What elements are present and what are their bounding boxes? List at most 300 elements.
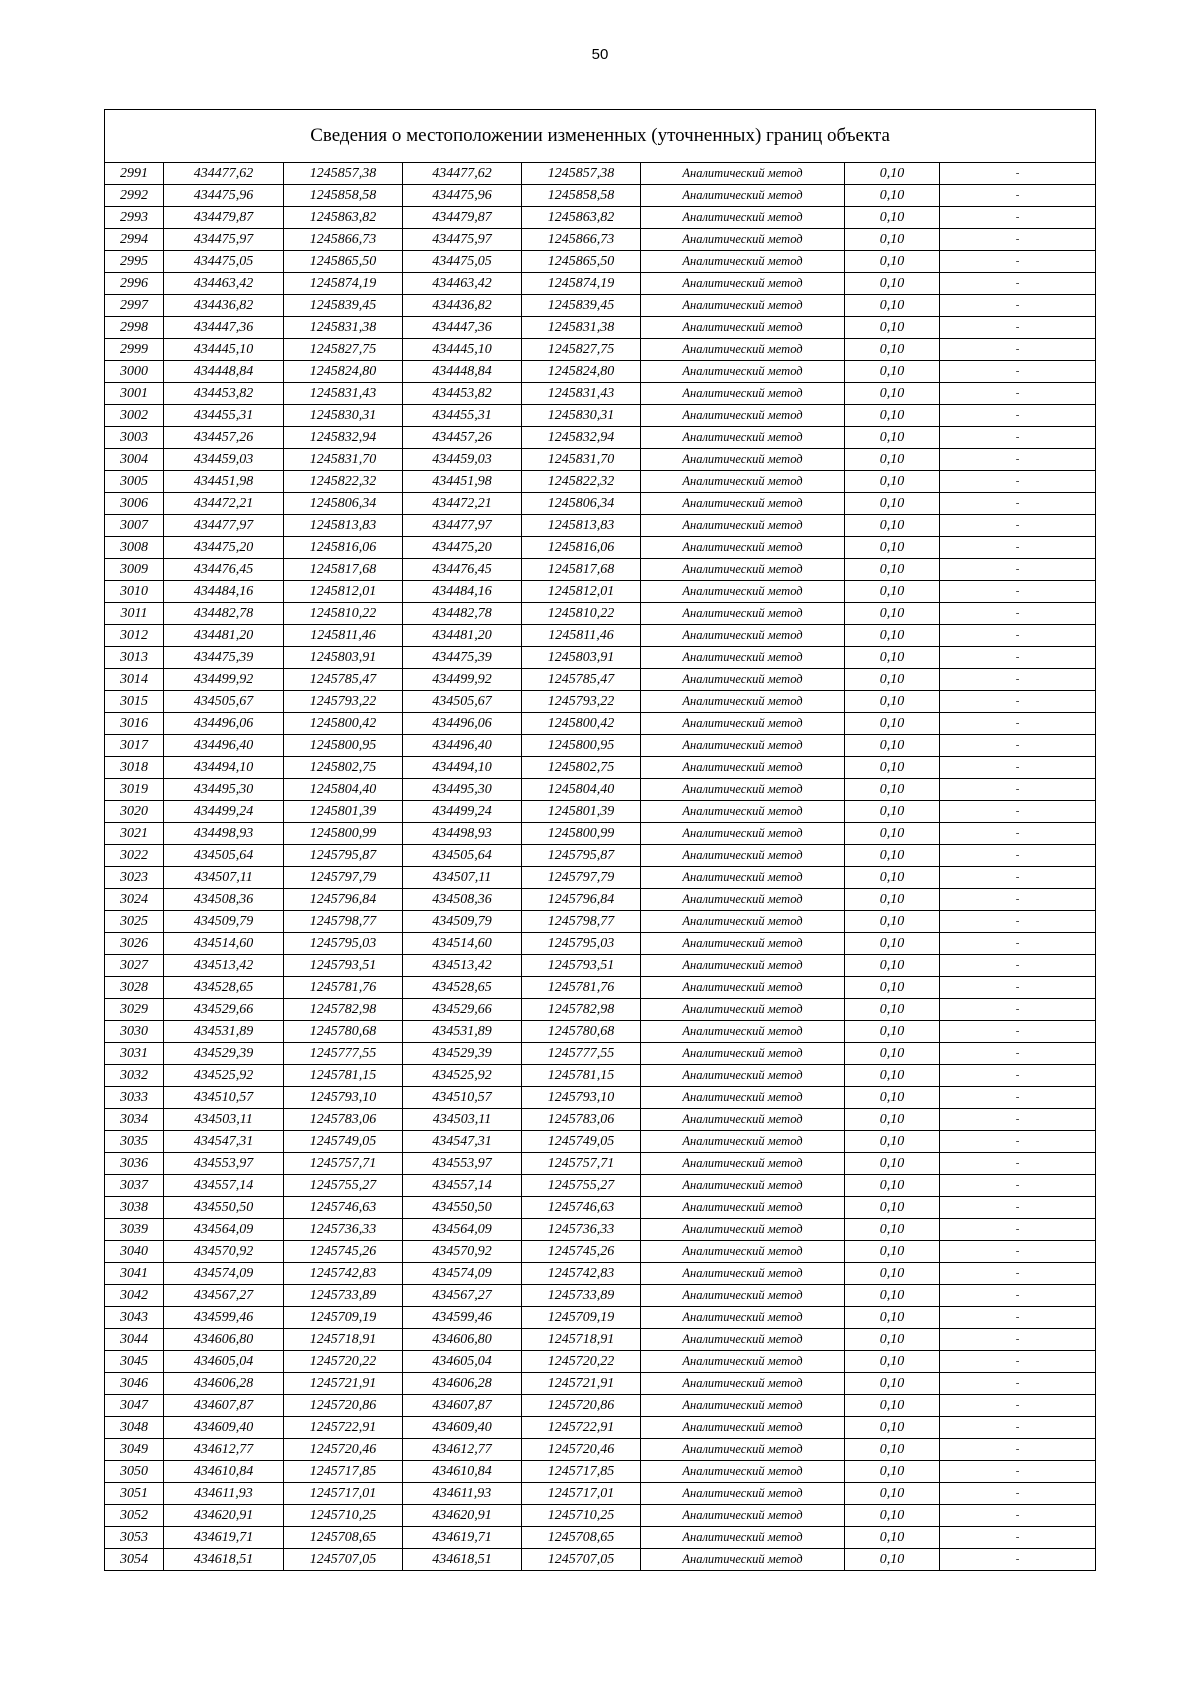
cell-description: - [940,1241,1096,1263]
cell-description: - [940,383,1096,405]
cell-x-new: 434619,71 [403,1527,522,1549]
cell-description: - [940,1505,1096,1527]
cell-x-new: 434547,31 [403,1131,522,1153]
cell-y-existing: 1245721,91 [284,1373,403,1395]
cell-point-number: 3049 [105,1439,164,1461]
cell-description: - [940,801,1096,823]
cell-x-existing: 434477,97 [164,515,284,537]
cell-x-existing: 434499,92 [164,669,284,691]
cell-method: Аналитический метод [641,933,845,955]
cell-point-number: 3034 [105,1109,164,1131]
cell-x-existing: 434447,36 [164,317,284,339]
cell-x-existing: 434531,89 [164,1021,284,1043]
cell-x-existing: 434607,87 [164,1395,284,1417]
table-row [105,955,1096,977]
cell-point-number: 3030 [105,1021,164,1043]
cell-point-number: 2996 [105,273,164,295]
cell-y-existing: 1245795,03 [284,933,403,955]
cell-description: - [940,273,1096,295]
cell-accuracy: 0,10 [845,471,940,493]
cell-x-existing: 434606,28 [164,1373,284,1395]
cell-x-existing: 434513,42 [164,955,284,977]
cell-accuracy: 0,10 [845,1153,940,1175]
table-row [105,405,1096,427]
cell-y-new: 1245710,25 [522,1505,641,1527]
cell-method: Аналитический метод [641,1197,845,1219]
cell-accuracy: 0,10 [845,427,940,449]
cell-method: Аналитический метод [641,735,845,757]
cell-point-number: 3047 [105,1395,164,1417]
cell-method: Аналитический метод [641,383,845,405]
cell-accuracy: 0,10 [845,361,940,383]
cell-x-existing: 434509,79 [164,911,284,933]
cell-method: Аналитический метод [641,273,845,295]
cell-y-new: 1245733,89 [522,1285,641,1307]
cell-description: - [940,559,1096,581]
cell-description: - [940,1329,1096,1351]
cell-x-existing: 434618,51 [164,1549,284,1571]
cell-accuracy: 0,10 [845,383,940,405]
cell-point-number: 3027 [105,955,164,977]
cell-method: Аналитический метод [641,1087,845,1109]
cell-x-new: 434531,89 [403,1021,522,1043]
cell-y-existing: 1245824,80 [284,361,403,383]
cell-description: - [940,537,1096,559]
cell-y-existing: 1245755,27 [284,1175,403,1197]
cell-description: - [940,1527,1096,1549]
cell-method: Аналитический метод [641,515,845,537]
cell-accuracy: 0,10 [845,515,940,537]
cell-point-number: 3020 [105,801,164,823]
cell-accuracy: 0,10 [845,405,940,427]
cell-method: Аналитический метод [641,163,845,185]
table-row [105,1417,1096,1439]
cell-x-new: 434529,66 [403,999,522,1021]
cell-y-existing: 1245757,71 [284,1153,403,1175]
cell-y-existing: 1245746,63 [284,1197,403,1219]
table-row [105,1461,1096,1483]
cell-y-existing: 1245813,83 [284,515,403,537]
cell-accuracy: 0,10 [845,1307,940,1329]
cell-method: Аналитический метод [641,801,845,823]
cell-method: Аналитический метод [641,867,845,889]
cell-description: - [940,889,1096,911]
cell-x-new: 434609,40 [403,1417,522,1439]
cell-x-existing: 434528,65 [164,977,284,999]
table-row [105,713,1096,735]
cell-method: Аналитический метод [641,1065,845,1087]
cell-method: Аналитический метод [641,471,845,493]
cell-x-new: 434618,51 [403,1549,522,1571]
cell-accuracy: 0,10 [845,911,940,933]
cell-x-new: 434620,91 [403,1505,522,1527]
cell-description: - [940,449,1096,471]
cell-method: Аналитический метод [641,1219,845,1241]
cell-y-new: 1245824,80 [522,361,641,383]
cell-y-new: 1245797,79 [522,867,641,889]
cell-point-number: 3036 [105,1153,164,1175]
cell-x-new: 434447,36 [403,317,522,339]
table-row [105,1175,1096,1197]
table-row [105,977,1096,999]
cell-x-new: 434479,87 [403,207,522,229]
cell-x-existing: 434475,05 [164,251,284,273]
cell-method: Аналитический метод [641,1021,845,1043]
cell-x-existing: 434475,39 [164,647,284,669]
cell-y-existing: 1245832,94 [284,427,403,449]
cell-point-number: 2995 [105,251,164,273]
cell-x-new: 434509,79 [403,911,522,933]
cell-point-number: 3045 [105,1351,164,1373]
cell-method: Аналитический метод [641,405,845,427]
cell-description: - [940,229,1096,251]
cell-description: - [940,823,1096,845]
cell-x-existing: 434451,98 [164,471,284,493]
cell-x-new: 434475,20 [403,537,522,559]
table-row [105,669,1096,691]
cell-y-new: 1245804,40 [522,779,641,801]
cell-x-existing: 434609,40 [164,1417,284,1439]
cell-x-new: 434475,05 [403,251,522,273]
cell-point-number: 3014 [105,669,164,691]
cell-y-existing: 1245793,51 [284,955,403,977]
cell-x-existing: 434475,96 [164,185,284,207]
cell-y-new: 1245812,01 [522,581,641,603]
cell-y-new: 1245817,68 [522,559,641,581]
cell-x-existing: 434484,16 [164,581,284,603]
cell-point-number: 3004 [105,449,164,471]
cell-y-existing: 1245736,33 [284,1219,403,1241]
cell-method: Аналитический метод [641,1439,845,1461]
table-row [105,581,1096,603]
cell-point-number: 3024 [105,889,164,911]
cell-point-number: 3031 [105,1043,164,1065]
cell-method: Аналитический метод [641,1109,845,1131]
cell-accuracy: 0,10 [845,317,940,339]
cell-accuracy: 0,10 [845,1131,940,1153]
cell-point-number: 3033 [105,1087,164,1109]
cell-method: Аналитический метод [641,427,845,449]
cell-point-number: 3011 [105,603,164,625]
cell-y-existing: 1245793,10 [284,1087,403,1109]
cell-y-new: 1245709,19 [522,1307,641,1329]
cell-y-existing: 1245720,86 [284,1395,403,1417]
cell-point-number: 3012 [105,625,164,647]
cell-description: - [940,625,1096,647]
cell-point-number: 3050 [105,1461,164,1483]
cell-description: - [940,867,1096,889]
cell-description: - [940,251,1096,273]
table-row [105,933,1096,955]
cell-y-existing: 1245720,22 [284,1351,403,1373]
cell-y-new: 1245806,34 [522,493,641,515]
cell-y-new: 1245755,27 [522,1175,641,1197]
cell-description: - [940,1483,1096,1505]
cell-y-new: 1245796,84 [522,889,641,911]
cell-x-new: 434570,92 [403,1241,522,1263]
cell-y-existing: 1245717,01 [284,1483,403,1505]
cell-point-number: 3007 [105,515,164,537]
cell-method: Аналитический метод [641,229,845,251]
cell-x-existing: 434481,20 [164,625,284,647]
cell-accuracy: 0,10 [845,1351,940,1373]
cell-x-new: 434507,11 [403,867,522,889]
cell-accuracy: 0,10 [845,1021,940,1043]
cell-y-new: 1245777,55 [522,1043,641,1065]
cell-x-new: 434567,27 [403,1285,522,1307]
cell-y-existing: 1245733,89 [284,1285,403,1307]
cell-point-number: 3043 [105,1307,164,1329]
cell-point-number: 3046 [105,1373,164,1395]
table-row [105,735,1096,757]
cell-x-new: 434451,98 [403,471,522,493]
cell-x-new: 434599,46 [403,1307,522,1329]
cell-accuracy: 0,10 [845,295,940,317]
cell-y-new: 1245781,76 [522,977,641,999]
cell-description: - [940,713,1096,735]
cell-description: - [940,1175,1096,1197]
cell-y-new: 1245717,85 [522,1461,641,1483]
cell-y-new: 1245865,50 [522,251,641,273]
cell-y-new: 1245745,26 [522,1241,641,1263]
cell-x-new: 434513,42 [403,955,522,977]
cell-accuracy: 0,10 [845,537,940,559]
cell-y-existing: 1245796,84 [284,889,403,911]
cell-method: Аналитический метод [641,603,845,625]
cell-x-new: 434498,93 [403,823,522,845]
cell-x-existing: 434529,39 [164,1043,284,1065]
cell-x-new: 434610,84 [403,1461,522,1483]
cell-method: Аналитический метод [641,1307,845,1329]
table-row [105,1197,1096,1219]
cell-accuracy: 0,10 [845,823,940,845]
cell-x-existing: 434498,93 [164,823,284,845]
cell-y-new: 1245839,45 [522,295,641,317]
cell-accuracy: 0,10 [845,735,940,757]
cell-y-existing: 1245722,91 [284,1417,403,1439]
cell-y-new: 1245795,03 [522,933,641,955]
cell-x-existing: 434606,80 [164,1329,284,1351]
table-row [105,911,1096,933]
cell-x-new: 434499,24 [403,801,522,823]
cell-y-new: 1245720,22 [522,1351,641,1373]
cell-accuracy: 0,10 [845,845,940,867]
cell-description: - [940,1461,1096,1483]
cell-point-number: 3018 [105,757,164,779]
cell-y-new: 1245795,87 [522,845,641,867]
cell-x-new: 434528,65 [403,977,522,999]
cell-y-existing: 1245710,25 [284,1505,403,1527]
cell-y-existing: 1245795,87 [284,845,403,867]
cell-method: Аналитический метод [641,911,845,933]
cell-description: - [940,1351,1096,1373]
cell-y-existing: 1245785,47 [284,669,403,691]
cell-point-number: 3006 [105,493,164,515]
cell-x-new: 434477,62 [403,163,522,185]
cell-y-new: 1245832,94 [522,427,641,449]
table-row [105,273,1096,295]
cell-y-new: 1245785,47 [522,669,641,691]
cell-method: Аналитический метод [641,669,845,691]
cell-y-new: 1245800,99 [522,823,641,845]
table-row [105,427,1096,449]
cell-description: - [940,515,1096,537]
cell-y-new: 1245863,82 [522,207,641,229]
cell-x-new: 434457,26 [403,427,522,449]
cell-method: Аналитический метод [641,955,845,977]
cell-y-new: 1245757,71 [522,1153,641,1175]
cell-y-existing: 1245857,38 [284,163,403,185]
cell-y-existing: 1245708,65 [284,1527,403,1549]
cell-method: Аналитический метод [641,1461,845,1483]
cell-y-new: 1245831,38 [522,317,641,339]
cell-method: Аналитический метод [641,1131,845,1153]
cell-y-existing: 1245800,99 [284,823,403,845]
cell-method: Аналитический метод [641,779,845,801]
cell-y-existing: 1245742,83 [284,1263,403,1285]
cell-description: - [940,1131,1096,1153]
cell-method: Аналитический метод [641,889,845,911]
cell-method: Аналитический метод [641,1153,845,1175]
cell-method: Аналитический метод [641,977,845,999]
cell-x-existing: 434479,87 [164,207,284,229]
cell-x-new: 434607,87 [403,1395,522,1417]
cell-x-new: 434611,93 [403,1483,522,1505]
cell-x-existing: 434567,27 [164,1285,284,1307]
cell-description: - [940,185,1096,207]
cell-x-existing: 434482,78 [164,603,284,625]
cell-description: - [940,779,1096,801]
cell-accuracy: 0,10 [845,559,940,581]
cell-y-existing: 1245863,82 [284,207,403,229]
cell-method: Аналитический метод [641,625,845,647]
cell-x-existing: 434514,60 [164,933,284,955]
cell-x-existing: 434459,03 [164,449,284,471]
table-row [105,1483,1096,1505]
table-row [105,1065,1096,1087]
cell-y-existing: 1245811,46 [284,625,403,647]
cell-y-new: 1245736,33 [522,1219,641,1241]
cell-y-new: 1245803,91 [522,647,641,669]
cell-y-existing: 1245827,75 [284,339,403,361]
cell-method: Аналитический метод [641,823,845,845]
cell-point-number: 2994 [105,229,164,251]
cell-accuracy: 0,10 [845,1043,940,1065]
cell-y-new: 1245721,91 [522,1373,641,1395]
table-row [105,1285,1096,1307]
cell-description: - [940,1307,1096,1329]
cell-y-existing: 1245780,68 [284,1021,403,1043]
cell-x-new: 434514,60 [403,933,522,955]
cell-x-existing: 434457,26 [164,427,284,449]
cell-y-new: 1245720,46 [522,1439,641,1461]
cell-description: - [940,1065,1096,1087]
cell-x-existing: 434610,84 [164,1461,284,1483]
cell-description: - [940,691,1096,713]
cell-method: Аналитический метод [641,713,845,735]
cell-point-number: 3022 [105,845,164,867]
cell-description: - [940,911,1096,933]
cell-x-new: 434525,92 [403,1065,522,1087]
table-row [105,779,1096,801]
cell-accuracy: 0,10 [845,185,940,207]
cell-x-new: 434605,04 [403,1351,522,1373]
cell-accuracy: 0,10 [845,691,940,713]
cell-x-existing: 434525,92 [164,1065,284,1087]
cell-x-existing: 434453,82 [164,383,284,405]
cell-y-new: 1245742,83 [522,1263,641,1285]
cell-y-existing: 1245831,70 [284,449,403,471]
cell-method: Аналитический метод [641,1395,845,1417]
cell-y-existing: 1245797,79 [284,867,403,889]
cell-y-existing: 1245745,26 [284,1241,403,1263]
cell-accuracy: 0,10 [845,1263,940,1285]
cell-accuracy: 0,10 [845,1373,940,1395]
cell-accuracy: 0,10 [845,1527,940,1549]
table-row [105,471,1096,493]
cell-x-new: 434484,16 [403,581,522,603]
cell-point-number: 3000 [105,361,164,383]
cell-point-number: 3052 [105,1505,164,1527]
table-row [105,757,1096,779]
cell-description: - [940,295,1096,317]
cell-description: - [940,1043,1096,1065]
page-number: 50 [591,46,609,63]
table-row [105,1043,1096,1065]
table-caption-row [105,110,1096,163]
cell-x-existing: 434574,09 [164,1263,284,1285]
cell-accuracy: 0,10 [845,1395,940,1417]
cell-description: - [940,339,1096,361]
cell-x-existing: 434612,77 [164,1439,284,1461]
cell-y-new: 1245782,98 [522,999,641,1021]
table-row [105,801,1096,823]
cell-y-existing: 1245874,19 [284,273,403,295]
table-row [105,1219,1096,1241]
cell-accuracy: 0,10 [845,229,940,251]
cell-x-existing: 434455,31 [164,405,284,427]
cell-x-existing: 434547,31 [164,1131,284,1153]
cell-description: - [940,735,1096,757]
cell-x-existing: 434496,06 [164,713,284,735]
cell-accuracy: 0,10 [845,1461,940,1483]
cell-accuracy: 0,10 [845,1241,940,1263]
cell-method: Аналитический метод [641,493,845,515]
table-row [105,559,1096,581]
cell-accuracy: 0,10 [845,449,940,471]
cell-y-existing: 1245717,85 [284,1461,403,1483]
cell-point-number: 3037 [105,1175,164,1197]
cell-x-existing: 434503,11 [164,1109,284,1131]
cell-accuracy: 0,10 [845,1439,940,1461]
cell-accuracy: 0,10 [845,493,940,515]
cell-y-existing: 1245718,91 [284,1329,403,1351]
cell-method: Аналитический метод [641,757,845,779]
cell-point-number: 2993 [105,207,164,229]
cell-y-existing: 1245858,58 [284,185,403,207]
cell-x-existing: 434476,45 [164,559,284,581]
cell-point-number: 3029 [105,999,164,1021]
table-row [105,537,1096,559]
cell-x-new: 434482,78 [403,603,522,625]
cell-x-existing: 434505,64 [164,845,284,867]
cell-point-number: 3053 [105,1527,164,1549]
cell-description: - [940,581,1096,603]
cell-x-existing: 434599,46 [164,1307,284,1329]
cell-x-new: 434564,09 [403,1219,522,1241]
table-row [105,207,1096,229]
cell-y-new: 1245830,31 [522,405,641,427]
